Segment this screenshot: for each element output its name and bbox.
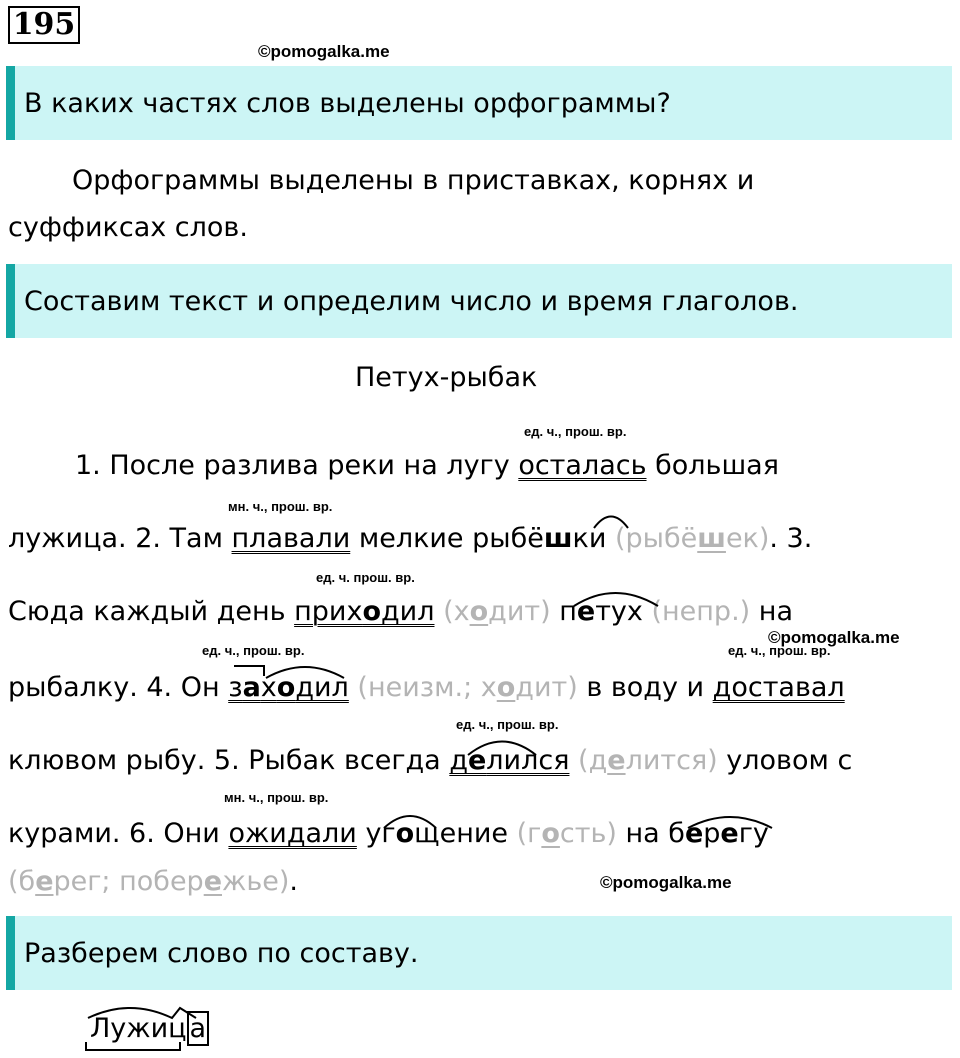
check-word: (неизм.; ходит) — [357, 672, 578, 703]
grammar-note: ед. ч., прош. вр. — [202, 643, 305, 658]
check-word: (ходит) — [443, 596, 551, 627]
word-ending: а — [187, 1011, 210, 1046]
verb: приходил — [294, 596, 435, 627]
verb: осталась — [518, 450, 647, 481]
word-root: Лужиц — [90, 1013, 187, 1044]
verb: делился — [449, 745, 570, 776]
root-arc — [594, 517, 628, 529]
watermark-bottom: ©pomogalka.me — [600, 873, 732, 892]
grammar-note: ед. ч., прош. вр. — [456, 717, 559, 732]
grammar-note: ед. ч., прош. вр. — [524, 424, 627, 439]
question-2: Составим текст и определим число и время глаголов. — [24, 285, 799, 317]
answer-1-line-2: суффиксах слов. — [8, 212, 248, 243]
story-line-2: лужица. 2. Там плавали мелкие рыбёшки (рыбёшек). 3. — [8, 523, 813, 554]
watermark-middle: ©pomogalka.me — [768, 628, 900, 647]
question-1: В каких частях слов выделены орфограммы? — [24, 87, 671, 119]
grammar-note: ед. ч. прош. вр. — [316, 570, 415, 585]
watermark-top: ©pomogalka.me — [258, 42, 390, 61]
story-line-4: рыбалку. 4. Он заходил (неизм.; ходит) в воду и доставал — [8, 672, 845, 703]
check-word: (берег; побережье) — [8, 866, 290, 897]
check-word: (рыбёшек) — [614, 523, 770, 554]
root-arc — [266, 667, 344, 678]
root-arc — [688, 817, 772, 828]
prefix-mark — [234, 666, 264, 676]
verb: доставал — [712, 672, 845, 703]
question-3: Разберем слово по составу. — [24, 937, 419, 969]
story-line-7: (берег; побережье). — [8, 866, 298, 897]
story-line-5: клювом рыбу. 5. Рыбак всегда делился (делится) уловом с — [8, 745, 853, 776]
answer-1-line-1: Орфограммы выделены в приставках, корнях и — [72, 165, 755, 196]
grammar-note: ед. ч., прош. вр. — [728, 643, 831, 658]
check-word: (гость) — [516, 818, 617, 849]
root-arc — [384, 816, 436, 828]
parse-base-bracket — [82, 1040, 202, 1056]
verb: заходил — [228, 672, 349, 703]
story-line-6: курами. 6. Они ожидали угощение (гость) на берегу — [8, 818, 769, 849]
question-band-3 — [6, 916, 952, 990]
grammar-note: мн. ч., прош. вр. — [228, 499, 333, 514]
grammar-note: мн. ч., прош. вр. — [224, 790, 329, 805]
check-word: (делится) — [578, 745, 718, 776]
verb: плавали — [231, 523, 351, 554]
parse-root-arc — [80, 1000, 220, 1030]
verb: ожидали — [228, 818, 357, 849]
story-line-1: 1. После разлива реки на лугу осталась большая — [75, 450, 779, 481]
story-line-3: Сюда каждый день приходил (ходит) петух (непр.) на — [8, 596, 793, 627]
story-title: Петух-рыбак — [355, 362, 538, 393]
root-arc — [468, 742, 536, 756]
exercise-number: 195 — [8, 6, 80, 44]
root-arc — [574, 593, 658, 606]
